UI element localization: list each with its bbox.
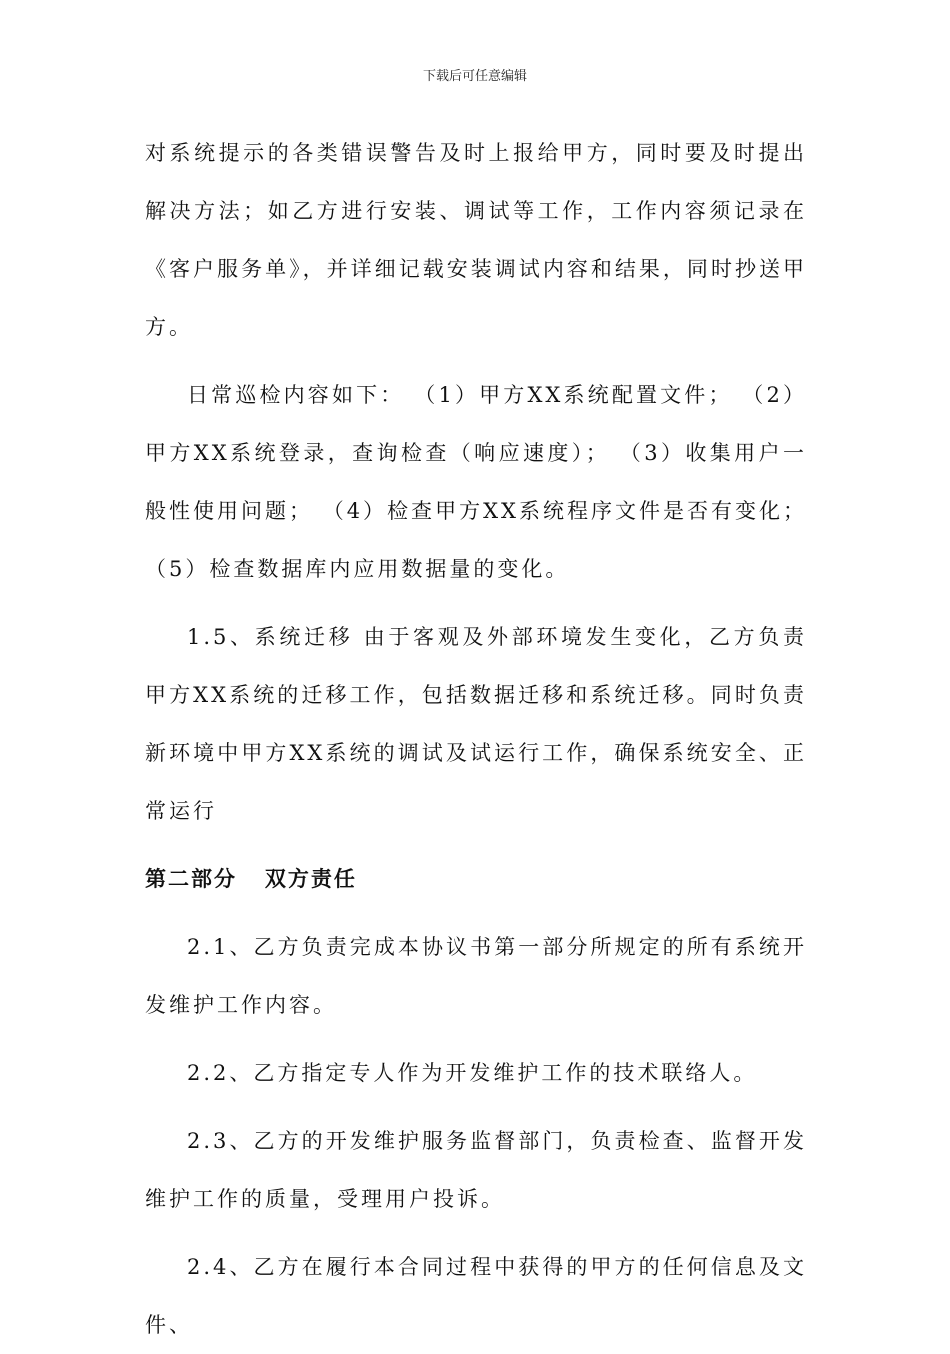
paragraph-error-reporting: 对系统提示的各类错误警告及时上报给甲方，同时要及时提出解决方法；如乙方进行安装、调试等工作，工作内容须记录在《客户服务单》，并详细记载安装调试内容和结果，同时抄送甲方。 xyxy=(145,141,807,339)
page-header: 下载后可任意编辑 xyxy=(422,69,527,84)
section-title-responsibilities: 第二部分 双方责任 xyxy=(145,867,357,891)
paragraph-daily-inspection: 日常巡检内容如下： （1）甲方XX系统配置文件； （2）甲方XX系统登录，查询检查（响应速度）； （3）收集用户一般性使用问题； （4）检查甲方XX系统程序文件是否有变化； （5）检查数据库内应用数据量的变化。 xyxy=(145,383,807,581)
document-body xyxy=(145,124,807,1354)
clause-2-1: 2.1、乙方负责完成本协议书第一部分所规定的所有系统开发维护工作内容。 xyxy=(145,935,807,1017)
clause-2-2: 2.2、乙方指定专人作为开发维护工作的技术联络人。 xyxy=(187,1061,758,1085)
clause-2-3: 2.3、乙方的开发维护服务监督部门，负责检查、监督开发维护工作的质量，受理用户投诉。 xyxy=(145,1129,807,1211)
paragraph-system-migration: 1.5、系统迁移 由于客观及外部环境发生变化，乙方负责甲方XX系统的迁移工作，包括数据迁移和系统迁移。同时负责新环境中甲方XX系统的调试及试运行工作，确保系统安全、正常运行 xyxy=(145,625,807,823)
clause-2-4: 2.4、乙方在履行本合同过程中获得的甲方的任何信息及文件、 xyxy=(145,1255,807,1337)
